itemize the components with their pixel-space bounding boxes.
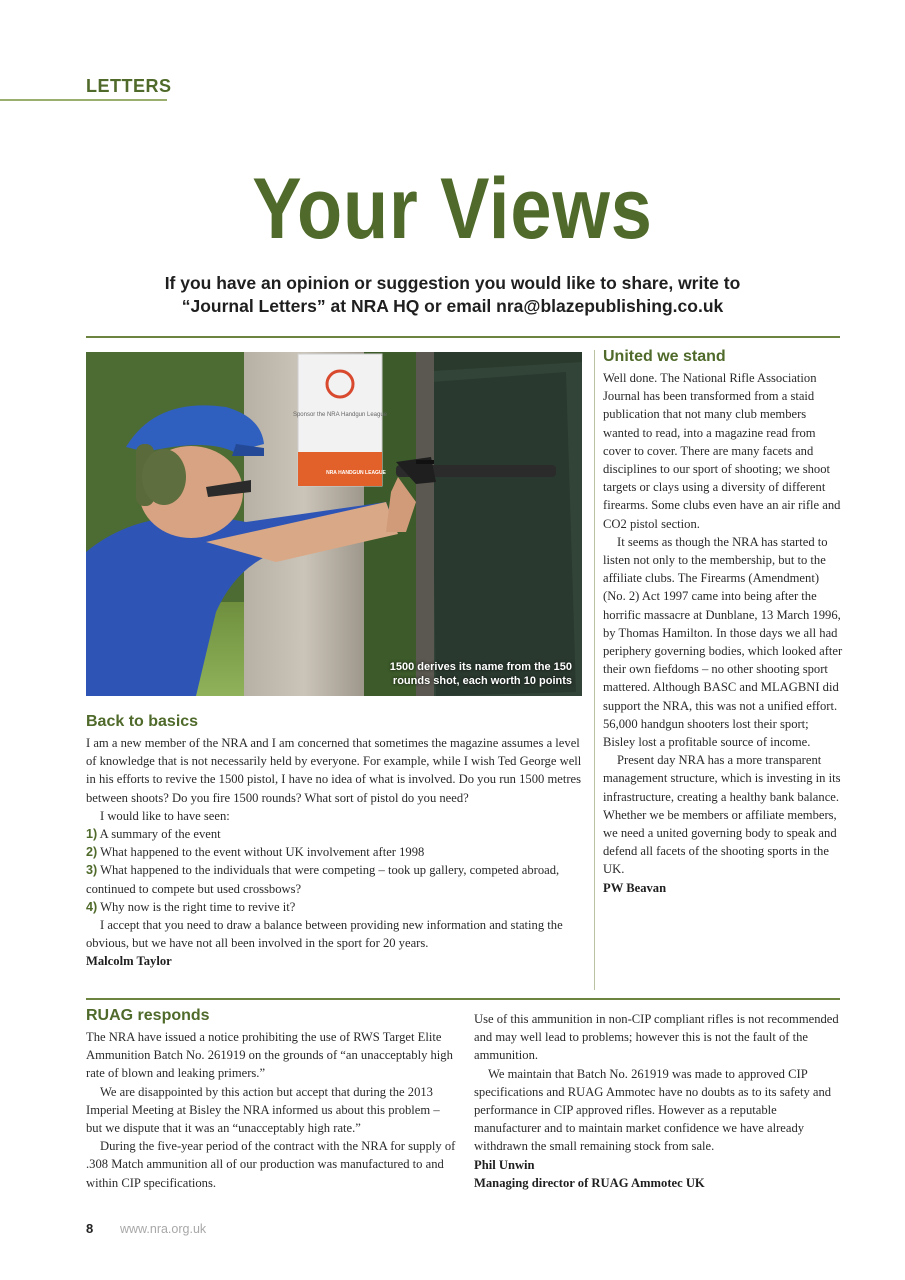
paragraph: Use of this ammunition in non-CIP compliant rifles is not recommended and may well lead to problems; however this is not the fault of the ammunition. — [474, 1012, 839, 1063]
page-title: Your Views — [252, 161, 653, 257]
paragraph: The NRA have issued a notice prohibiting the use of RWS Target Elite Ammunition Batch No. 261919 on the grounds of “an unacceptably high rate of blown and leaking primers.” — [86, 1030, 453, 1081]
letter-signature: PW Beavan — [603, 880, 667, 895]
section-label: LETTERS — [86, 76, 172, 96]
letter-united-we-stand — [603, 348, 843, 897]
intro-line-1: If you have an opinion or suggestion you would like to share, write to — [164, 273, 741, 293]
paragraph: Well done. The National Rifle Association Journal has been transformed from a staid publication that not many club members wanted to read, into a magazine read from cover to cover. There are many facets and disciplines to our sport of shooting; we shoot targets or clays using a diversity of different firearms. Some clubs even have an air rifle and CO2 pistol section. — [603, 371, 841, 531]
list-number: 4) — [86, 899, 98, 914]
letter-signature-title: Managing director of RUAG Ammotec UK — [474, 1175, 705, 1190]
list-number: 3) — [86, 863, 98, 878]
letter-title: RUAG responds — [86, 1007, 210, 1024]
page-number: 8 — [86, 1221, 94, 1236]
list-text: Why now is the right time to revive it? — [100, 899, 296, 914]
letter-body-column-2 — [474, 1010, 842, 1192]
caption-line-2: rounds shot, each worth 10 points — [392, 675, 572, 687]
paragraph: I am a new member of the NRA and I am concerned that sometimes the magazine assumes a level of knowledge that is not necessarily held by everyone. For example, while I wish Ted George well in his efforts to revive the 1500 pistol, I have no idea of what is involved. Do you run 1500 metres between shoots? Do you fire 1500 rounds? What sort of pistol do you need? — [86, 736, 582, 805]
list-item — [86, 825, 586, 843]
section-underline — [0, 99, 167, 101]
sign-league-text: NRA HANDGUN LEAGUE — [326, 470, 386, 476]
column-divider — [594, 350, 595, 990]
shooter-photo — [86, 352, 582, 696]
paragraph: During the five-year period of the contract with the NRA for supply of .308 Match ammunition all of our production was manufactured to and within CIP specifications. — [86, 1139, 456, 1190]
footer-url[interactable]: www.nra.org.uk — [120, 1222, 207, 1236]
list-text: A summary of the event — [99, 827, 221, 842]
letter-body — [86, 734, 586, 971]
paragraph: Present day NRA has a more transparent management structure, which is investing in its infrastructure, creating a healthy bank balance. Whether we be members or affiliate members, we need a united governing body to speak and defend all facets of the shooting sports in the UK. — [603, 753, 841, 877]
list-number: 1) — [86, 827, 98, 842]
letter-title: United we stand — [603, 348, 726, 365]
paragraph: I would like to have seen: — [100, 808, 230, 823]
letter-title: Back to basics — [86, 713, 199, 730]
list-item — [86, 861, 586, 897]
letter-signature-name: Phil Unwin — [474, 1157, 535, 1172]
photo-caption — [332, 660, 572, 688]
letter-body — [603, 369, 843, 897]
bottom-divider — [86, 998, 840, 1000]
letter-signature: Malcolm Taylor — [86, 954, 172, 969]
paragraph: We are disappointed by this action but accept that during the 2013 Imperial Meeting at Bisley the NRA informed us about this problem – but we dispute that it was an “unacceptably high rate.” — [86, 1084, 440, 1136]
letter-back-to-basics — [86, 713, 586, 971]
list-text: What happened to the event without UK involvement after 1998 — [100, 845, 425, 860]
shooter-illustration — [86, 352, 582, 696]
letter-body-column-1 — [86, 1028, 456, 1192]
list-item — [86, 843, 586, 861]
paragraph: It seems as though the NRA has started to listen not only to the membership, but to the affiliate clubs. The Firearms (Amendment) (No. 2) Act 1997 came into being after the horrific massacre at Dunblane, 13 March 1996, by Thomas Hamilton. In those days we all had periphery governing bodies, which looked after their own fiefdoms – no other shooting sport mattered. Although BASC and MLAGBNI did support the NRA, this was not a unified effort. 56,000 handgun shooters lost their sport; Bisley lost a profitable source of income. — [603, 534, 843, 750]
intro-line-2: “Journal Letters” at NRA HQ or email nra@blazepublishing.co.uk — [181, 296, 724, 316]
list-text: What happened to the individuals that were competing – took up gallery, competed abroad, continued to compete but used crossbows? — [86, 863, 560, 896]
sign-sponsor-text: Sponsor the NRA Handgun League — [292, 412, 388, 418]
top-divider — [86, 336, 840, 338]
paragraph: I accept that you need to draw a balance between providing new information and stating the obvious, but we have not all been involved in the sport for 20 years. — [86, 918, 563, 951]
list-item — [86, 898, 586, 916]
caption-line-1: 1500 derives its name from the 150 — [389, 661, 572, 673]
intro-text — [100, 272, 805, 318]
letter-ruag-responds — [86, 1007, 456, 1192]
list-number: 2) — [86, 845, 98, 860]
paragraph: We maintain that Batch No. 261919 was made to approved CIP specifications and RUAG Ammotec have no doubts as to its safety and performance in CIP approved rifles. However as a reputable manufacturer and to maintain market confidence we have already withdrawn the small remaining stock from sale. — [474, 1066, 832, 1154]
